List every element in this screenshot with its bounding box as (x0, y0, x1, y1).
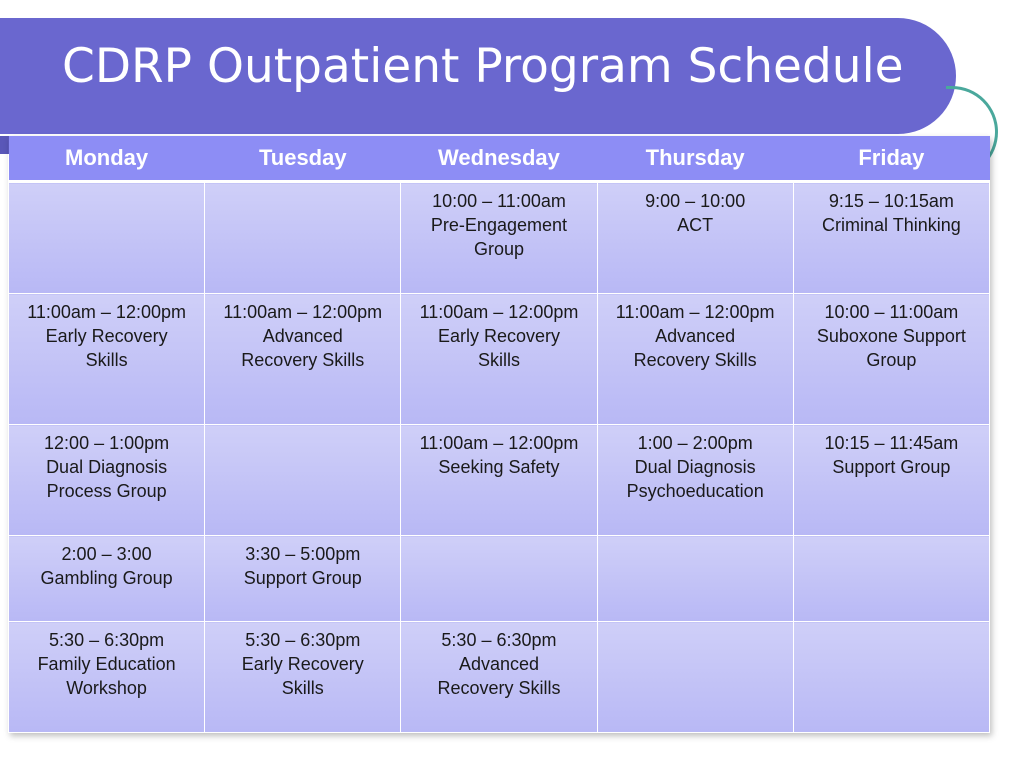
session-time: 2:00 – 3:00 (61, 544, 152, 564)
session-name-line: Support Group (243, 568, 362, 588)
session-name-line: Skills (85, 350, 128, 370)
page-title: CDRP Outpatient Program Schedule (62, 39, 904, 94)
schedule-cell-wednesday (401, 425, 597, 536)
day-header-friday: Friday (793, 136, 989, 182)
session-name-line: Skills (281, 678, 324, 698)
session-name-line: Recovery Skills (437, 678, 561, 698)
day-header-wednesday: Wednesday (401, 136, 597, 182)
day-header-row (9, 136, 990, 182)
schedule-cell-friday (793, 622, 989, 733)
session-time: 11:00am – 12:00pm (419, 433, 579, 453)
session-name-line: Dual Diagnosis (46, 457, 168, 477)
schedule-cell-thursday (597, 182, 793, 294)
schedule-cell-wednesday (401, 294, 597, 425)
schedule-cell-monday (9, 294, 205, 425)
session-name-line: Group (866, 350, 917, 370)
session-name-line: Pre-Engagement (430, 215, 568, 235)
session-name-line: Seeking Safety (438, 457, 560, 477)
day-header-monday: Monday (9, 136, 205, 182)
session-time: 5:30 – 6:30pm (245, 630, 361, 650)
session-time: 9:15 – 10:15am (828, 191, 954, 211)
schedule-cell-thursday (597, 294, 793, 425)
session-time: 1:00 – 2:00pm (637, 433, 753, 453)
session-name-line: Advanced (458, 654, 539, 674)
session-name-line: Skills (477, 350, 520, 370)
session-time: 12:00 – 1:00pm (44, 433, 170, 453)
session-time: 11:00am – 12:00pm (223, 302, 383, 322)
session-name-line: Psychoeducation (626, 481, 764, 501)
day-header-thursday: Thursday (597, 136, 793, 182)
session-time: 5:30 – 6:30pm (49, 630, 165, 650)
schedule-row (9, 536, 990, 622)
session-time: 11:00am – 12:00pm (27, 302, 186, 322)
session-time: 9:00 – 10:00 (645, 191, 746, 211)
day-header-tuesday: Tuesday (205, 136, 401, 182)
schedule-cell-monday (9, 622, 205, 733)
schedule-cell-thursday (597, 622, 793, 733)
schedule-cell-tuesday (205, 536, 401, 622)
schedule-cell-thursday (597, 536, 793, 622)
session-time: 11:00am – 12:00pm (615, 302, 775, 322)
session-name-line: Suboxone Support (816, 326, 966, 346)
session-name-line: Recovery Skills (241, 350, 365, 370)
schedule-table (8, 136, 990, 733)
session-time: 3:30 – 5:00pm (245, 544, 361, 564)
schedule-cell-friday (793, 294, 989, 425)
session-name-line: ACT (677, 215, 714, 235)
schedule-cell-friday (793, 182, 989, 294)
schedule-cell-monday (9, 182, 205, 294)
schedule-cell-friday (793, 536, 989, 622)
session-name-line: Criminal Thinking (822, 215, 961, 235)
session-name-line: Early Recovery (241, 654, 364, 674)
session-time: 11:00am – 12:00pm (419, 302, 579, 322)
schedule-cell-wednesday (401, 622, 597, 733)
session-name-line: Early Recovery (45, 326, 168, 346)
session-name-line: Support Group (832, 457, 951, 477)
schedule-cell-monday (9, 425, 205, 536)
schedule-cell-tuesday (205, 294, 401, 425)
session-name-line: Family Education (37, 654, 176, 674)
schedule-cell-friday (793, 425, 989, 536)
session-name-line: Dual Diagnosis (634, 457, 756, 477)
schedule-row (9, 425, 990, 536)
schedule-cell-wednesday (401, 536, 597, 622)
session-time: 10:00 – 11:00am (824, 302, 959, 322)
schedule-row (9, 294, 990, 425)
schedule-cell-tuesday (205, 622, 401, 733)
schedule-cell-thursday (597, 425, 793, 536)
session-name-line: Gambling Group (40, 568, 173, 588)
schedule-cell-monday (9, 536, 205, 622)
schedule-cell-tuesday (205, 182, 401, 294)
schedule-row (9, 182, 990, 294)
session-time: 10:15 – 11:45am (824, 433, 959, 453)
schedule-cell-tuesday (205, 425, 401, 536)
session-time: 5:30 – 6:30pm (441, 630, 557, 650)
session-name-line: Recovery Skills (633, 350, 757, 370)
session-name-line: Process Group (46, 481, 167, 501)
schedule-body (9, 182, 990, 733)
schedule-row (9, 622, 990, 733)
session-name-line: Workshop (66, 678, 147, 698)
session-name-line: Advanced (655, 326, 736, 346)
session-name-line: Group (473, 239, 524, 259)
session-name-line: Early Recovery (437, 326, 560, 346)
schedule-cell-wednesday (401, 182, 597, 294)
session-name-line: Advanced (262, 326, 343, 346)
session-time: 10:00 – 11:00am (432, 191, 566, 211)
